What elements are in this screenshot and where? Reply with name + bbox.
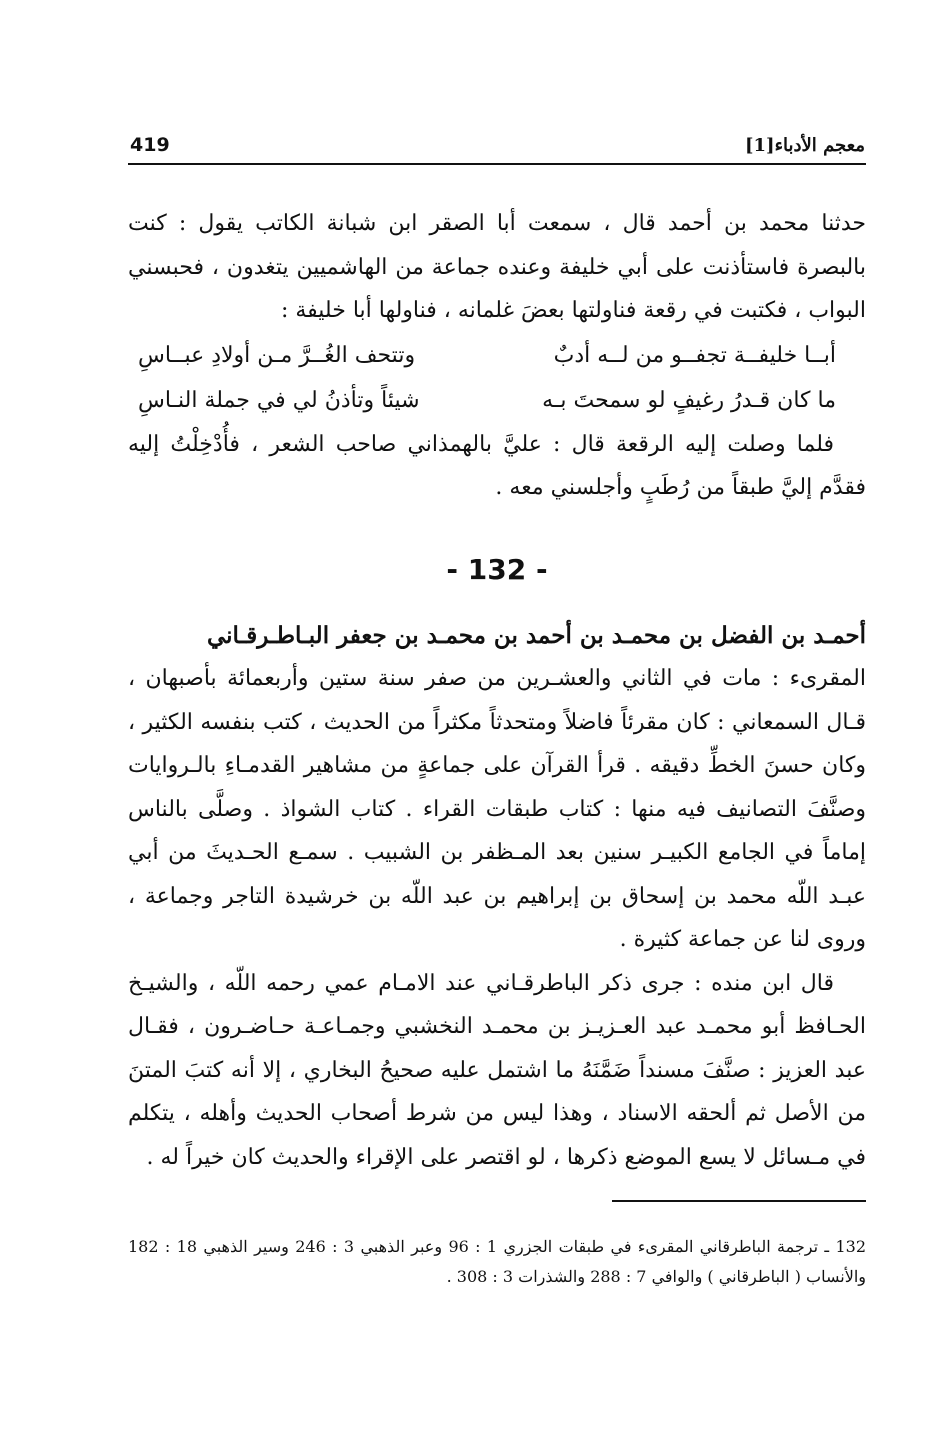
footnote-rule xyxy=(612,1200,866,1202)
paragraph-1: حدثنا محمد بن أحمد قال ، سمعت أبا الصقر ابن شبانة الكاتب يقول : كنت بالبصرة فاستأذنت على أبي خليفة وعنده جماعة من الهاشميين يتغدون ، فحبسني البواب ، فكتبت في رقعة فناولتها بعضَ غلمانه ، فناولها أبا خليفة : xyxy=(128,211,866,323)
verse-1-second-hemistich: وتتحف الغُــرَّ مـن أولادِ عبــاسِ xyxy=(138,342,416,368)
verse-line-2 xyxy=(128,378,866,423)
paragraph-4: قال ابن منده : جرى ذكر الباطرقـاني عند الامـام عمي رحمه اللّه ، والشيـخ الحـافظ أبو محمـد عبد العـزيـز بن محمـد النخشبي وجمـاعـة حـاضـرون ، فقـال عبد العزيز : صنَّفَ مسنداً ضَمَّنَهُ ما اشتمل عليه صحيحُ البخاري ، إلا أنه كتبَ المتنَ من الأصل ثم ألحقه الاسناد ، وهذا ليس من شرط أصحاب الحديث وأهله ، يتكلم في مـسائل لا يسع الموضع ذكرها ، لو اقتصر على الإقراء والحديث كان خيراً له . xyxy=(128,970,866,1170)
footnotes xyxy=(128,1232,866,1292)
footnote-132: 132 ـ ترجمة الباطرقاني المقرىء في طبقات الجزري 1 : 96 وعبر الذهبي 3 : 246 وسير الذهبي 18 : 182 والأنساب ( الباطرقاني ) والوافي 7 : 288 والشذرات 3 : 308 . xyxy=(128,1237,866,1286)
paragraph-2: فلما وصلت إليه الرقعة قال : عليَّ بالهمذاني صاحب الشعر ، فأُدْخِلْتُ إليه فقدَّم إليَّ طبقاً من رُطَبٍ وأجلسني معه . xyxy=(128,431,866,500)
header-rule xyxy=(128,163,866,165)
page-number: 419 xyxy=(130,134,170,156)
main-text xyxy=(128,202,866,1179)
verse-2-first-hemistich: ما كان قـدرُ رغيفٍ لو سمحتَ بـه xyxy=(542,387,836,413)
verse-line-1 xyxy=(128,333,866,378)
page-header xyxy=(130,128,865,162)
verse-1-first-hemistich: أبــا خليفــة تجفــو من لــه أدبٌ xyxy=(553,342,836,368)
running-title: معجم الأدباء[1] xyxy=(744,134,865,156)
verse-2-second-hemistich: شيئاً وتأذنُ لي في جملة النـاسِ xyxy=(138,387,420,413)
entry-heading: أحمـد بن الفضل بن محمـد بن أحمد بن محمـد بن جعفر البـاطـرقـاني xyxy=(206,621,866,649)
paragraph-3: المقرىء : مات في الثاني والعشـرين من صفر سنة ستين وأربعمائة بأصبهان ، قـال السمعاني : كان مقرئاً فاضلاً ومتحدثاً مكثراً من الحديث ، كتب بنفسه الكثير ، وكان حسنَ الخطِّ دقيقه . قرأ القرآن على جماعةٍ من مشاهير القدمـاءِ بالـروايات وصنَّفَ التصانيف فيه منها : كتاب طبقات القراء . كتاب الشواذ . وصلَّى بالناس إماماً في الجامع الكبيـر سنين بعد المـظفر بن الشبيب . سمـع الحـديثَ من أبي عبـد اللّه محمد بن إسحاق بن إبراهيم بن عبد اللّه بن خرشيدة التاجر وجماعة ، وروى لنا عن جماعة كثيرة . xyxy=(128,666,866,952)
entry-number: - 132 - xyxy=(446,552,548,586)
